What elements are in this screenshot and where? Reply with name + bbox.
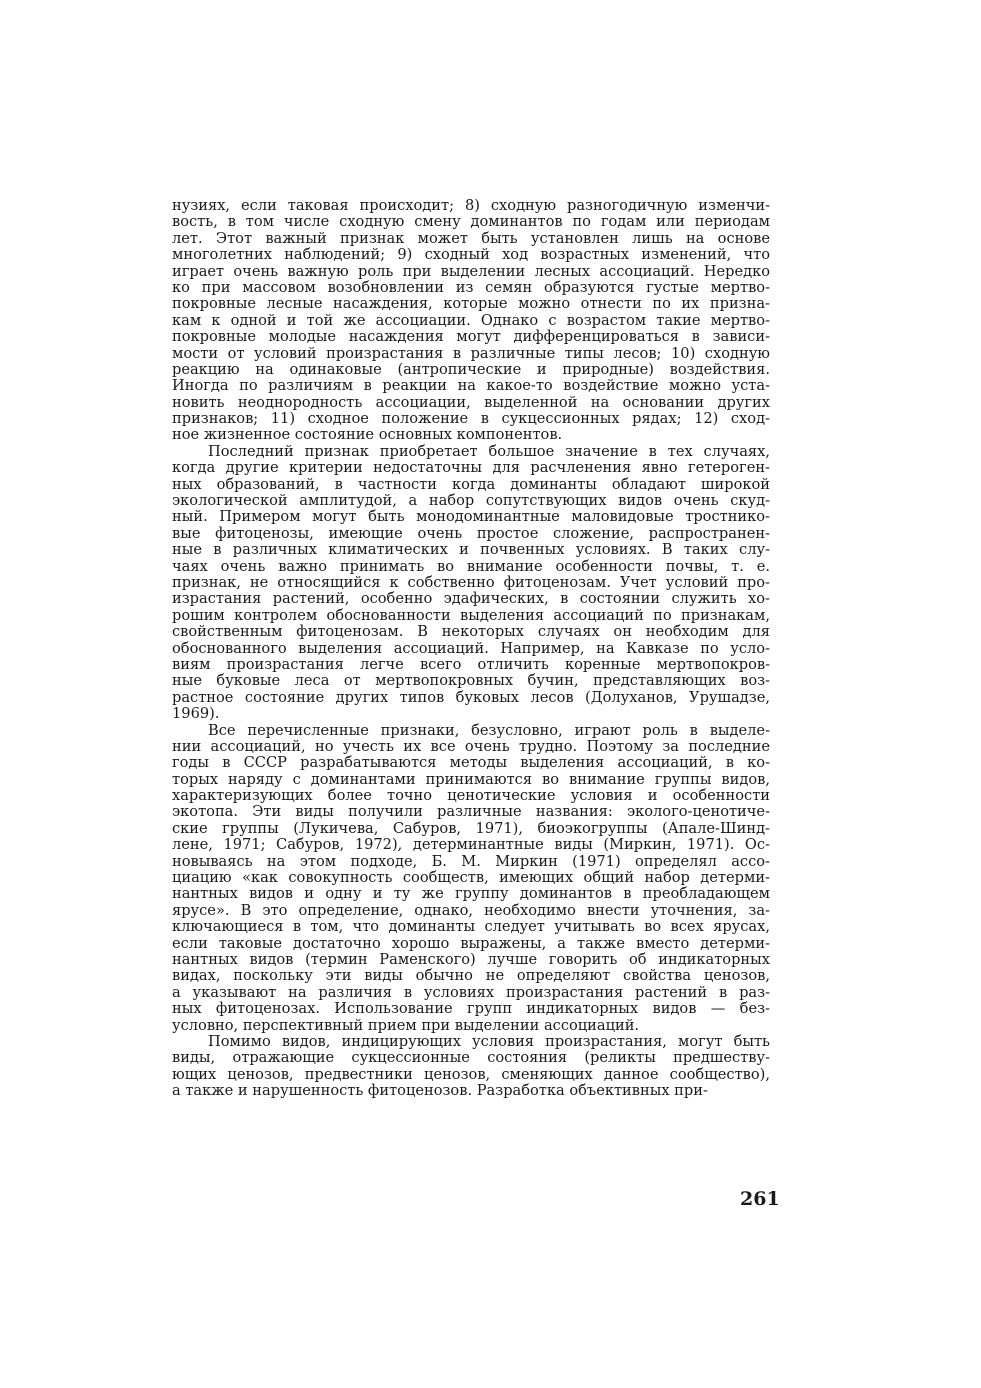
text-line: мости от условий произрастания в различные типы лесов; 10) сходную [172, 344, 770, 362]
text-line: Последний признак приобретает большое значение в тех случаях, [208, 442, 770, 460]
text-block [172, 198, 770, 1099]
text-line: обоснованного выделения ассоциаций. Например, на Кавказе по усло- [172, 639, 770, 657]
text-line: Все перечисленные признаки, безусловно, играют роль в выделе- [208, 721, 770, 739]
text-line: ские группы (Лукичева, Сабуров, 1971), биоэкогруппы (Апале-Шинд- [172, 819, 770, 837]
text-line: ные в различных климатических и почвенных условиях. В таких слу- [172, 541, 770, 559]
text-line: когда другие критерии недостаточны для расчленения явно гетероген- [172, 459, 770, 477]
text-line: ющих ценозов, предвестники ценозов, сменяющих данное сообщество), [172, 1065, 770, 1083]
text-line: ных образований, в частности когда доминанты обладают широкой [172, 475, 770, 493]
text-line: ное жизненное состояние основных компонентов. [172, 426, 563, 444]
text-line: если таковые достаточно хорошо выражены, а также вместо детерми- [172, 934, 770, 952]
text-line: кам к одной и той же ассоциации. Однако с возрастом такие мертво- [172, 311, 770, 329]
text-line: ключающиеся в том, что доминанты следует учитывать во всех ярусах, [172, 918, 770, 936]
text-line: покровные лесные насаждения, которые можно отнести по их призна- [172, 295, 770, 313]
text-line: виям произрастания легче всего отличить коренные мертвопокров- [172, 655, 770, 673]
text-line: экологической амплитудой, а набор сопутствующих видов очень скуд- [172, 492, 770, 510]
text-line: вые фитоценозы, имеющие очень простое сложение, распространен- [172, 524, 770, 542]
text-line: признак, не относящийся к собственно фитоценозам. Учет условий про- [172, 573, 770, 591]
paragraph [172, 723, 770, 1034]
text-line: торых наряду с доминантами принимаются во внимание группы видов, [172, 770, 770, 788]
page-number: 261 [740, 1188, 780, 1210]
text-line: свойственным фитоценозам. В некоторых случаях он необходим для [172, 623, 770, 641]
paragraph [172, 444, 770, 723]
text-line: реакцию на одинаковые (антропические и природные) воздействия. [172, 360, 770, 378]
text-line: а указывают на различия в условиях произрастания растений в раз- [172, 983, 770, 1001]
text-line: условно, перспективный прием при выделении ассоциаций. [172, 1016, 640, 1034]
text-line: рошим контролем обоснованности выделения ассоциаций по признакам, [172, 606, 770, 624]
text-line: 1969). [172, 705, 220, 723]
text-line: израстания растений, особенно эдафических, в состоянии служить хо- [172, 590, 770, 608]
text-line: ные буковые леса от мертвопокровных бучин, представляющих воз- [172, 672, 770, 690]
text-line: многолетних наблюдений; 9) сходный ход возрастных изменений, что [172, 246, 770, 264]
text-line: виды, отражающие сукцессионные состояния (реликты предшеству- [172, 1049, 770, 1067]
text-line: лене, 1971; Сабуров, 1972), детерминантные виды (Миркин, 1971). Ос- [172, 836, 770, 854]
text-line: признаков; 11) сходное положение в сукцессионных рядах; 12) сход- [172, 410, 770, 428]
text-line: нузиях, если таковая происходит; 8) сходную разногодичную изменчи- [172, 197, 770, 214]
text-line: новываясь на этом подходе, Б. М. Миркин (1971) определял ассо- [172, 852, 770, 870]
text-line: нантных видов (термин Раменского) лучше говорить об индикаторных [172, 950, 770, 968]
text-line: ный. Примером могут быть монодоминантные маловидовые тростнико- [172, 508, 770, 526]
text-line: чаях очень важно принимать во внимание особенности почвы, т. е. [172, 557, 770, 575]
text-line: нии ассоциаций, но учесть их все очень трудно. Поэтому за последние [172, 737, 770, 755]
text-line: играет очень важную роль при выделении лесных ассоциаций. Нередко [172, 262, 770, 280]
text-line: Иногда по различиям в реакции на какое-то воздействие можно уста- [172, 377, 770, 395]
text-line: видах, поскольку эти виды обычно не определяют свойства ценозов, [172, 967, 770, 985]
text-line: растное состояние других типов буковых лесов (Долуханов, Урушадзе, [172, 688, 770, 706]
text-line: годы в СССР разрабатываются методы выделения ассоциаций, в ко- [172, 754, 770, 772]
text-line: ярусе». В это определение, однако, необходимо внести уточнения, за- [172, 901, 770, 919]
text-line: нантных видов и одну и ту же группу доминантов в преобладающем [172, 885, 770, 903]
text-line: покровные молодые насаждения могут дифференцироваться в зависи- [172, 328, 770, 346]
text-line: характеризующих более точно ценотические условия и особенности [172, 787, 770, 805]
text-line: экотопа. Эти виды получили различные названия: эколого-ценотиче- [172, 803, 770, 821]
text-line: Помимо видов, индицирующих условия произрастания, могут быть [208, 1032, 770, 1050]
text-line: ных фитоценозах. Использование групп индикаторных видов — без- [172, 1000, 770, 1018]
text-line: новить неоднородность ассоциации, выделенной на основании других [172, 393, 770, 411]
text-line: лет. Этот важный признак может быть установлен лишь на основе [172, 229, 770, 247]
text-line: вость, в том числе сходную смену доминантов по годам или периодам [172, 213, 770, 231]
paragraph [172, 198, 770, 444]
text-line: ко при массовом возобновлении из семян образуются густые мертво- [172, 278, 770, 296]
text-line: а также и нарушенность фитоценозов. Разработка объективных при- [172, 1082, 708, 1100]
paragraph [172, 1034, 770, 1100]
text-line: циацию «как совокупность сообществ, имеющих общий набор детерми- [172, 869, 770, 887]
